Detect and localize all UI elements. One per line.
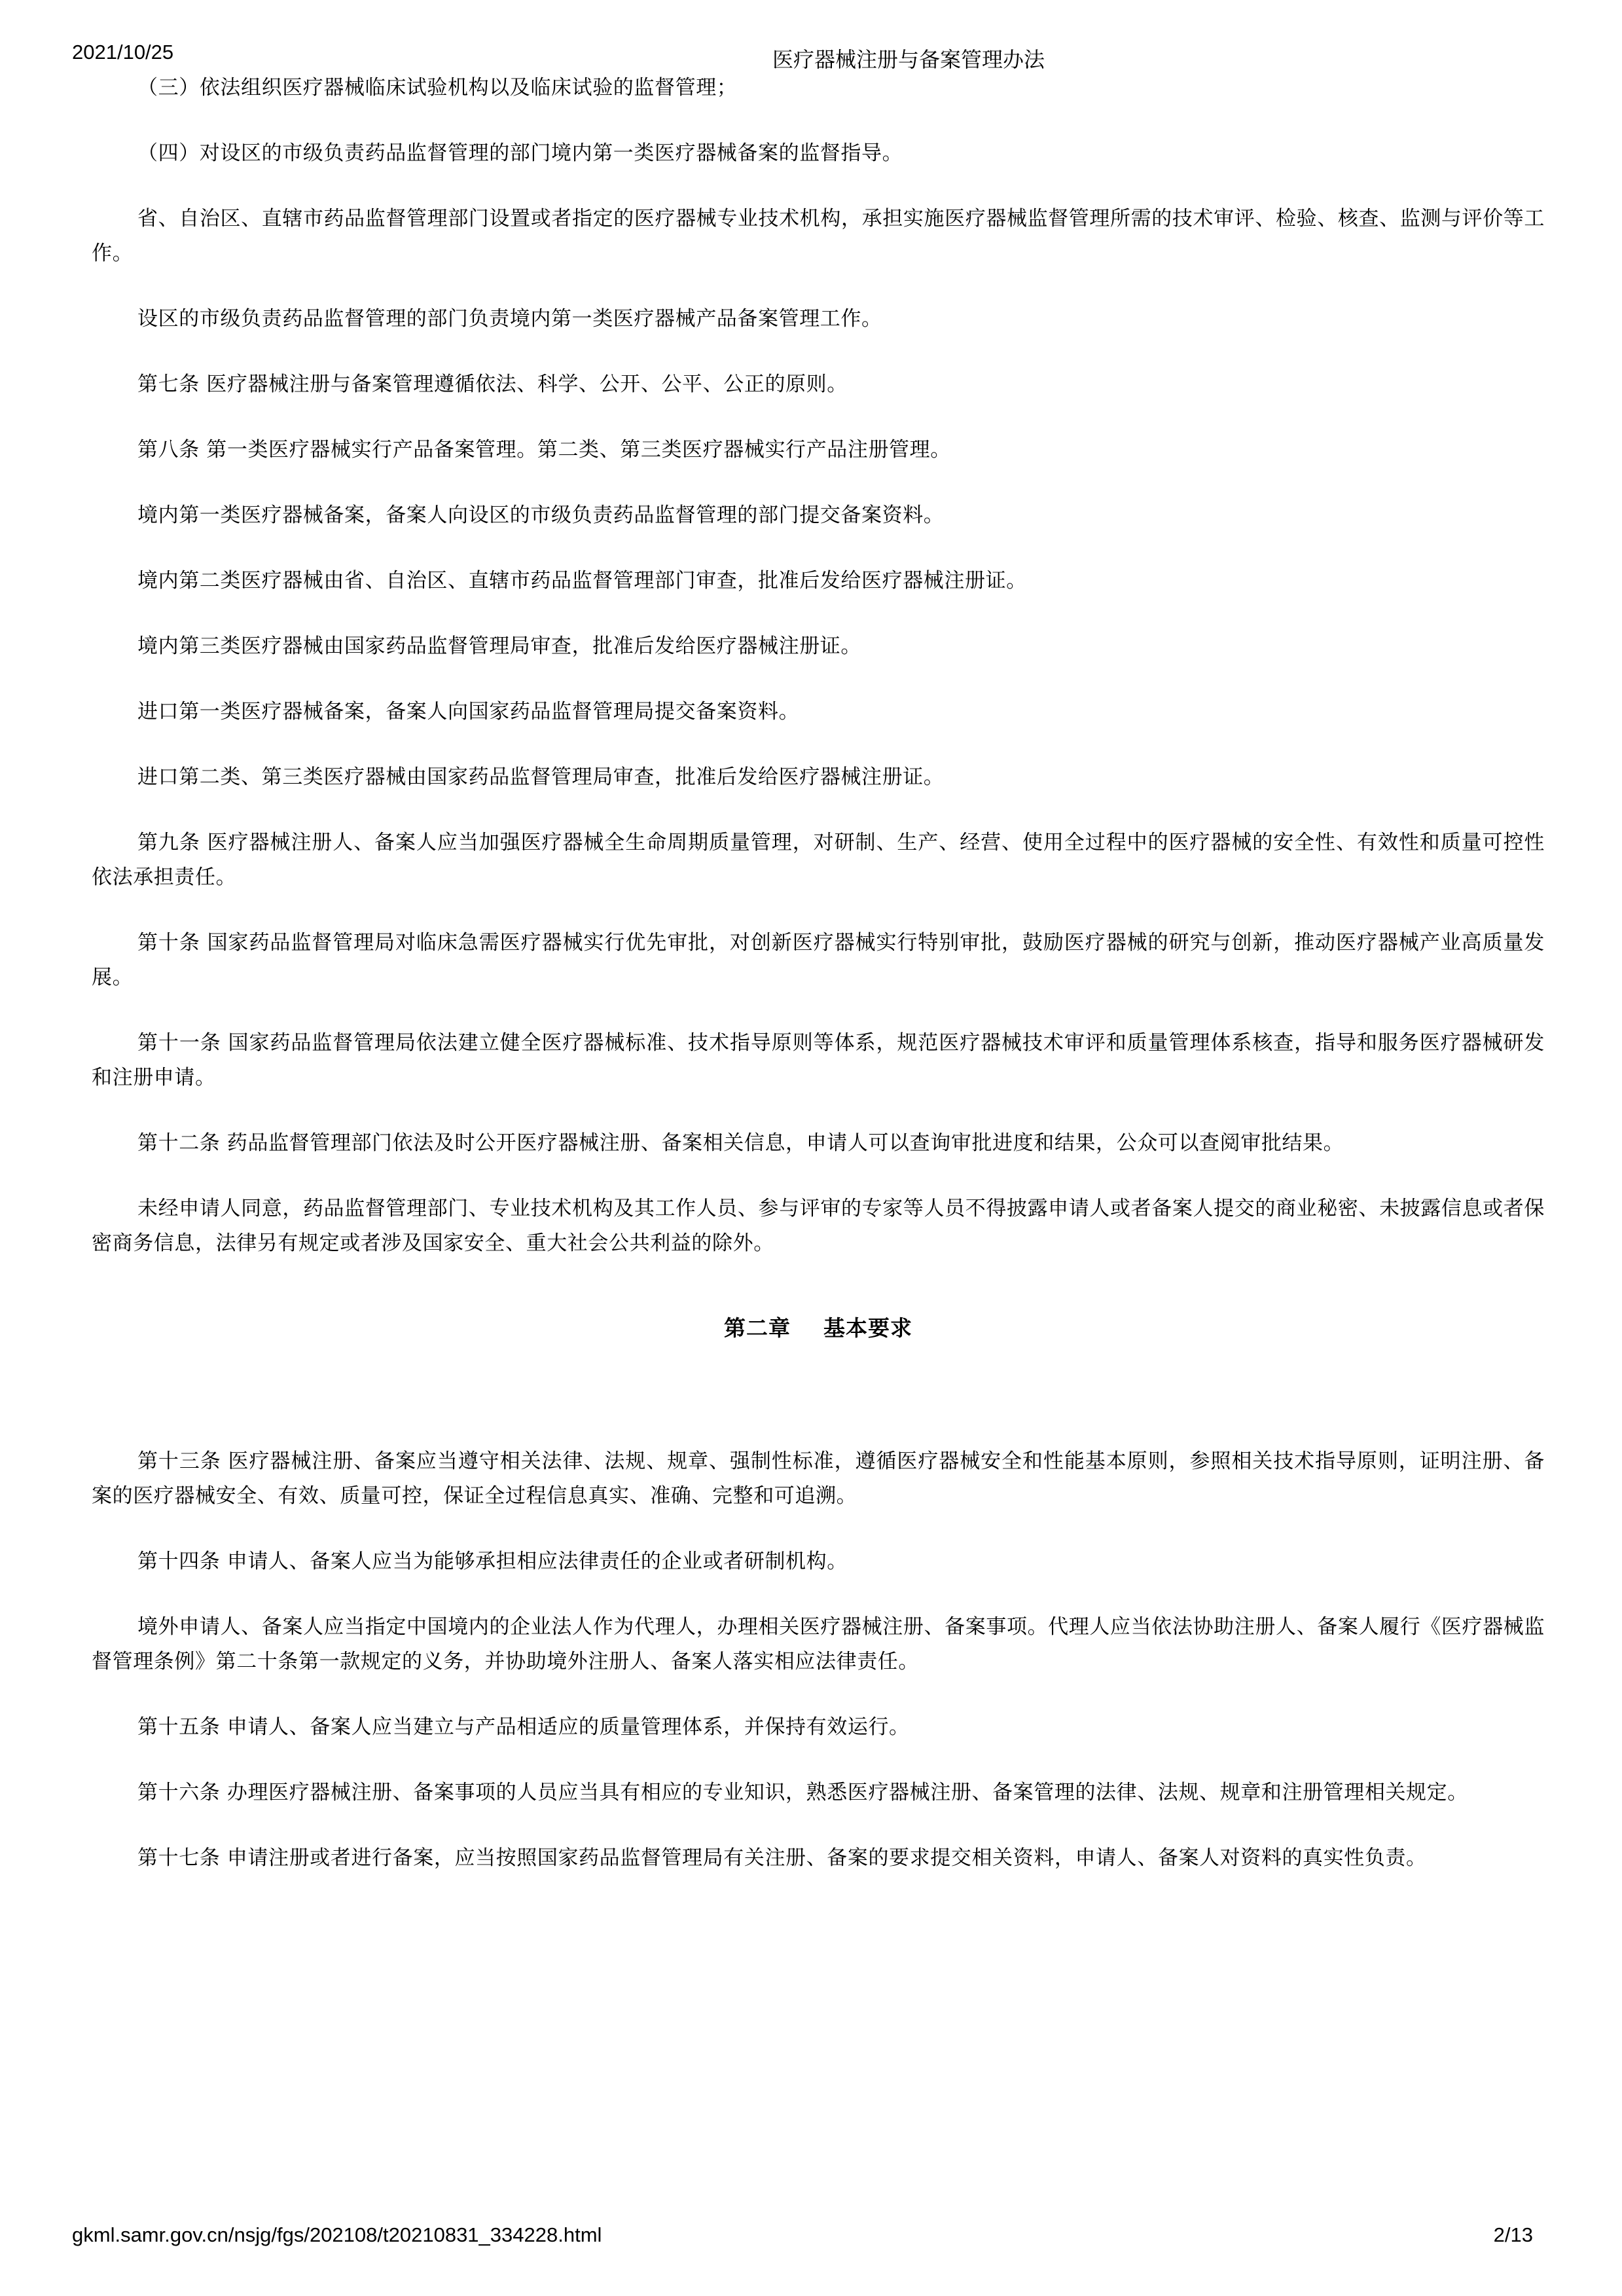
- article-12: 第十二条 药品监督管理部门依法及时公开医疗器械注册、备案相关信息，申请人可以查询审批进度和结果，公众可以查阅审批结果。: [137, 1131, 1344, 1155]
- paragraph-domestic-class-1: 境内第一类医疗器械备案，备案人向设区的市级负责药品监督管理的部门提交备案资料。: [137, 503, 945, 527]
- paragraph-domestic-class-2: 境内第二类医疗器械由省、自治区、直辖市药品监督管理部门审查，批准后发给医疗器械注册证。: [137, 569, 1027, 592]
- chapter-heading: 第二章 基本要求: [724, 1315, 912, 1341]
- article-17: 第十七条 申请注册或者进行备案，应当按照国家药品监督管理局有关注册、备案的要求提交相关资料，申请人、备案人对资料的真实性负责。: [137, 1846, 1427, 1870]
- paragraph-import-class-2-3: 进口第二类、第三类医疗器械由国家药品监督管理局审查，批准后发给医疗器械注册证。: [137, 765, 945, 789]
- paragraph-city-filing: 设区的市级负责药品监督管理的部门负责境内第一类医疗器械产品备案管理工作。: [137, 307, 882, 331]
- paragraph-foreign-agent: 境外申请人、备案人应当指定中国境内的企业法人作为代理人，办理相关医疗器械注册、备案事项。代理人应当依法协助注册人、备案人履行《医疗器械监督管理条例》第二十条第一款规定的义务，并协助境外注册人、备案人落实相应法律责任。: [92, 1615, 1545, 1673]
- article-10: 第十条 国家药品监督管理局对临床急需医疗器械实行优先审批，对创新医疗器械实行特别审批，鼓励医疗器械的研究与创新，推动医疗器械产业高质量发展。: [92, 931, 1545, 989]
- paragraph-domestic-class-3: 境内第三类医疗器械由国家药品监督管理局审查，批准后发给医疗器械注册证。: [137, 634, 861, 658]
- article-14: 第十四条 申请人、备案人应当为能够承担相应法律责任的企业或者研制机构。: [137, 1550, 848, 1573]
- paragraph-item-3: （三）依法组织医疗器械临床试验机构以及临床试验的监督管理；: [137, 76, 738, 100]
- paragraph-confidentiality: 未经申请人同意，药品监督管理部门、专业技术机构及其工作人员、参与评审的专家等人员不得披露申请人或者备案人提交的商业秘密、未披露信息或者保密商务信息，法律另有规定或者涉及国家安全、重大社会公共利益的除外。: [92, 1197, 1545, 1255]
- article-9: 第九条 医疗器械注册人、备案人应当加强医疗器械全生命周期质量管理，对研制、生产、经营、使用全过程中的医疗器械的安全性、有效性和质量可控性依法承担责任。: [92, 831, 1545, 889]
- page-number: 2/13: [1493, 2223, 1533, 2246]
- paragraph-tech-institutions: 省、自治区、直辖市药品监督管理部门设置或者指定的医疗器械专业技术机构，承担实施医疗器械监督管理所需的技术审评、检验、核查、监测与评价等工作。: [92, 207, 1545, 265]
- page-url: gkml.samr.gov.cn/nsjg/fgs/202108/t20210831_334228.html: [72, 2223, 602, 2246]
- article-13: 第十三条 医疗器械注册、备案应当遵守相关法律、法规、规章、强制性标准，遵循医疗器械安全和性能基本原则，参照相关技术指导原则，证明注册、备案的医疗器械安全、有效、质量可控，保证全过程信息真实、准确、完整和可追溯。: [92, 1449, 1545, 1508]
- print-date: 2021/10/25: [72, 41, 174, 64]
- article-16: 第十六条 办理医疗器械注册、备案事项的人员应当具有相应的专业知识，熟悉医疗器械注册、备案管理的法律、法规、规章和注册管理相关规定。: [137, 1781, 1468, 1804]
- article-8: 第八条 第一类医疗器械实行产品备案管理。第二类、第三类医疗器械实行产品注册管理。: [137, 438, 951, 462]
- document-title: 医疗器械注册与备案管理办法: [772, 48, 1045, 71]
- document-body: [92, 71, 1545, 1906]
- article-15: 第十五条 申请人、备案人应当建立与产品相适应的质量管理体系，并保持有效运行。: [137, 1715, 910, 1739]
- print-footer: [72, 2223, 1550, 2250]
- article-11: 第十一条 国家药品监督管理局依法建立健全医疗器械标准、技术指导原则等体系，规范医疗器械技术审评和质量管理体系核查，指导和服务医疗器械研发和注册申请。: [92, 1031, 1545, 1089]
- paragraph-import-class-1: 进口第一类医疗器械备案，备案人向国家药品监督管理局提交备案资料。: [137, 700, 800, 723]
- article-7: 第七条 医疗器械注册与备案管理遵循依法、科学、公开、公平、公正的原则。: [137, 373, 848, 396]
- print-header: [72, 41, 1550, 71]
- paragraph-item-4: （四）对设区的市级负责药品监督管理的部门境内第一类医疗器械备案的监督指导。: [137, 141, 903, 165]
